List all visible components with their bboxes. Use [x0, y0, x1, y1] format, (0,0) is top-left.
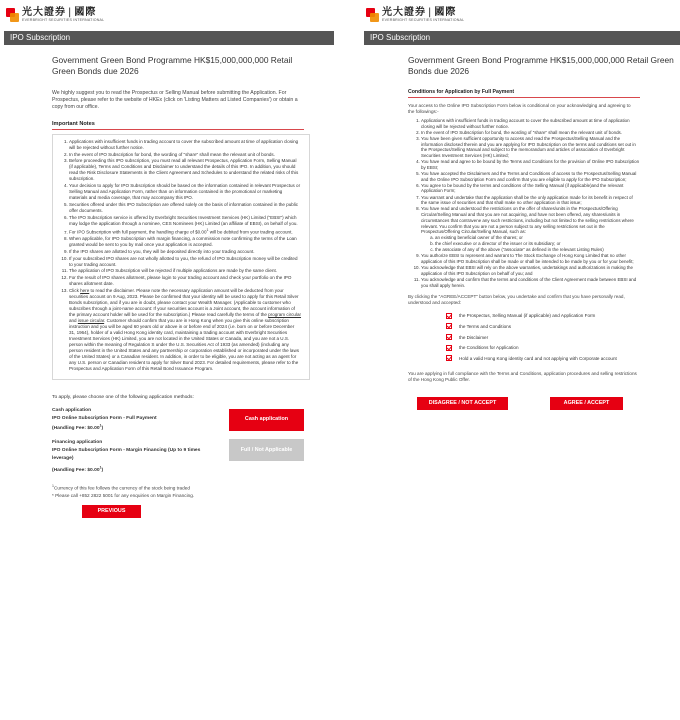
restriction-item: c. the associate of any of the above ("associate" as defined in the relevant Listing Rules)	[435, 247, 640, 253]
notes-list	[56, 139, 301, 372]
footnotes	[52, 483, 314, 499]
note-item: 10. If your subscribed IPO shares are not wholly allotted to you, the refund of IPO Subscription money will be credited to your trading account.	[69, 256, 301, 268]
restriction-item: a. an existing beneficial owner of the shares; or	[435, 235, 640, 241]
brand-name-cn2: 國際	[74, 6, 97, 18]
condition-item	[421, 206, 640, 253]
margin-form: IPO Online Subscription Form - Margin Financing (Up to 9 times leverage)	[52, 447, 201, 461]
ack-label: the Disclaimer	[459, 334, 489, 340]
note-item: 4. Your decision to apply for IPO Subscription should be based on the information contained in relevant Prospectus or Selling Manual and Application Form, rather than on information contained in the promotional or marketing materials and media coverage, that may accompany this IPO.	[69, 183, 301, 201]
decision-buttons	[408, 397, 680, 410]
checkbox-checked-icon[interactable]	[446, 355, 452, 361]
left-panel	[4, 0, 334, 720]
cash-application-row	[52, 407, 304, 432]
conditions-list	[408, 118, 640, 288]
issue-circular-link[interactable]: issue circular	[77, 317, 105, 323]
disclaimer-link[interactable]: here	[80, 287, 90, 293]
cash-type: Cash application	[52, 407, 92, 413]
cash-fee-end: )	[101, 425, 104, 431]
note-item	[69, 227, 301, 236]
ack-label: the Terms and Conditions	[459, 323, 512, 329]
note-13-c: and	[69, 317, 78, 323]
note-13-a: Click	[69, 287, 81, 293]
brand-sep: |	[68, 6, 73, 18]
note-item: 5. Securities offered under this IPO Subscription are offered solely on the basis of information contained in the public offer documents.	[69, 202, 301, 214]
note-13-b: to read the disclaimer. Please note the necessary application amount will be deducted from your securities account on 9 Aug, 2023. Please be confirmed that your identity will be used to apply for this Retail Silver Bonds subscription, and if you are in doubt, please contact your Wealth Manager. (Applicable to customer who subscribes through a joint-name account: If your securities account is a Joint account, the account information of the primary account holder will be used for the subscription.) Please read carefully the terms of the	[69, 287, 299, 317]
page-title: Government Green Bond Programme HK$15,000,000,000 Retail Green Bonds due 2026	[408, 55, 674, 76]
footnote-1: Currency of this fee follows the currency of the stock being traded	[53, 485, 190, 491]
note-7-text: For IPO Subscription with full payment, the handling charge of $0.00	[69, 229, 207, 235]
condition-item: 9. You authorize EBSI to represent and warrant to The Stock Exchange of Hong Kong Limited that no other application of this IPO Subscription shall be made or shall be intended to be made by you or for your benefit;	[421, 253, 640, 265]
margin-application-row	[52, 439, 304, 474]
brand-logo	[4, 0, 334, 30]
right-panel	[364, 0, 680, 720]
everbright-logo-icon	[366, 8, 379, 23]
ack-prospectus[interactable]	[408, 310, 680, 321]
conditions-heading: Conditions for Application by Full Payment	[408, 89, 640, 98]
ack-conditions[interactable]	[408, 342, 680, 353]
cash-application-button[interactable]: Cash application	[229, 409, 304, 431]
brand-logo	[364, 0, 680, 30]
condition-item: 10. You acknowledge that EBSI will rely on the above warranties, undertakings and authorizations in making the application of this IPO Subscription on behalf of you; and	[421, 265, 640, 277]
intro-text: We highly suggest you to read the Prospectus or Selling Manual before submitting the Application. For Prospectus, please refer to the website of HKEx (click on 'Listing Matters ad Listed Companies') or obtain a copy from our office.	[52, 90, 298, 110]
condition-8-text: You have read and understood the restrictions on the offer of shares/units in the Prospectus/Offering Circular/Selling Manual and that you are not acquiring, and have not been offered, any shares/units in circumstances that contravene any such restrictions, including but not limited to the selling restrictions where relevant. You confirm that you are not a person subject to any selling restrictions set out in the Prospectus/Offering Circular/Selling Manual, such as:	[421, 206, 634, 235]
margin-type: Financing application	[52, 440, 103, 446]
everbright-logo-icon	[6, 8, 19, 23]
brand-name-en: EVERBRIGHT SECURITIES	[22, 17, 73, 22]
restriction-sublist	[421, 235, 640, 253]
ack-label: the Conditions for Application	[459, 345, 519, 351]
footnote-ref: 1	[206, 228, 209, 233]
notes-heading: Important Notes	[52, 121, 304, 130]
note-item: 6. The IPO Subscription service is offered by Everbright Securities Investment Services (HK) Limited ("EBSI") which may lodge the application through a nominee, CES Nominees (HK) Limited (an affiliate of EBSI), on behalf of you.	[69, 215, 301, 227]
note-item: 8. When applicable, for IPO Subscription with margin financing, a commission note confirming the terms of the Loan granted would be sent to you by mail once your application is accepted.	[69, 236, 301, 248]
checkbox-checked-icon[interactable]	[446, 345, 452, 351]
condition-item: 6. You agree to be bound by the terms and conditions of the Selling Manual (if applicable)and the relevant Application Form;	[421, 183, 640, 195]
titlebar: IPO Subscription	[4, 31, 334, 45]
ack-terms[interactable]	[408, 321, 680, 332]
program-circular-link[interactable]: program circular	[268, 311, 302, 317]
ack-label: Hold a valid Hong Kong identity card and not applying with Corporate account	[459, 355, 617, 361]
methods-heading: To apply, please choose one of the following application methods:	[52, 394, 194, 400]
footnote-1-sup: 1	[52, 484, 54, 489]
ack-disclaimer[interactable]	[408, 332, 680, 343]
agree-instructions: By clicking the "AGREE/ACCEPT" button below, you undertake and confirm that you have personally read, understood and accepted:	[408, 294, 625, 306]
restriction-item: b. the chief executive or a director of the issuer or its subsidiary; or	[435, 241, 640, 247]
acknowledgement-checklist	[408, 310, 680, 363]
note-item: 3. Before proceeding this IPO subscription, you must read all relevant Prospectus, Application Form, Selling Manual (if applicable), Terms and Conditions and Disclaimer to understand the details of this IPO. In addition, you should read the Risk Disclosure Statements in the Client Agreement and Schedules to understand the related risks of this subscription.	[69, 158, 301, 182]
main-content	[4, 45, 314, 518]
condition-item: 2. In the event of IPO Subscription for bond, the wording of "share" shall mean the relevant unit of bonds.	[421, 130, 640, 136]
condition-item: 1. Applications with insufficient funds in trading account to cover the subscribed amount at time of application closing will be rejected without further notice.	[421, 118, 640, 130]
condition-item: 4. You have read and agree to be bound by the Terms and Conditions for the provision of Online IPO Subscription by EBSI;	[421, 159, 640, 171]
page-title: Government Green Bond Programme HK$15,000,000,000 Retail Green Bonds due 2026	[52, 55, 293, 76]
condition-item: 7. You warrant and undertake that the application shall be the only application made for its benefit in respect of the same issue of securities and that shall make no other application in that issue;	[421, 195, 640, 207]
brand-sep: |	[428, 6, 433, 18]
brand-name-cn: 光大證券	[22, 6, 66, 18]
note-item: 1. Applications with insufficient funds in trading account to cover the subscribed amount at time of application closing will be rejected without further notice.	[69, 139, 301, 151]
checkbox-checked-icon[interactable]	[446, 313, 452, 319]
cash-fee: (Handling Fee: $0.00	[52, 425, 100, 431]
note-item	[69, 288, 301, 373]
note-item: 12. For the result of IPO shares allotment, please login to your trading account and check your portfolio on the IPO shares allotment date.	[69, 275, 301, 287]
brand-name-en: EVERBRIGHT SECURITIES	[382, 17, 433, 22]
titlebar: IPO Subscription	[364, 31, 680, 45]
cash-fee-sup: 1	[99, 423, 102, 428]
note-item: 2. In the event of IPO Subscription for bond, the wording of "share" shall mean the relevant unit of bonds.	[69, 152, 301, 158]
brand-name-en2: INTERNATIONAL	[433, 17, 465, 22]
brand-name-cn2: 國際	[434, 6, 457, 18]
ack-label: the Prospectus, Selling Manual (if applicable) and Application Form	[459, 313, 596, 319]
condition-item: 3. You have been given sufficient opportunity to access and read the Prospectus/Selling Manual and the information disclosed therein and you are applying for IPO Subscription on the terms and conditions set out in the Prospectus/Selling Manual and subject to the memorandum and articles of association of Everbright Securities Investment Services (HK) Limited;	[421, 136, 640, 159]
footnote-2: * Please call +852 2822 5001 for any enquiries on Margin Financing.	[52, 492, 195, 498]
brand-name-cn: 光大證券	[382, 6, 426, 18]
margin-fee: (Handling Fee: $0.00	[52, 467, 100, 473]
agree-button[interactable]: AGREE / ACCEPT	[550, 397, 623, 410]
previous-button[interactable]: PREVIOUS	[82, 505, 141, 518]
compliance-text: You are applying in full compliance with the Terms and Conditions, application procedures and selling restrictions of the Hong Kong Public Offer.	[408, 370, 637, 382]
margin-fee-end: )	[101, 467, 104, 473]
margin-fee-sup: 1	[99, 465, 102, 470]
condition-item: 5. You have accepted the Disclaimers and the Terms and Conditions of access to the Prospectus/Selling Manual and the Online IPO Subscription Form and confirm that you are eligible to apply for the IPO Subscription;	[421, 171, 640, 183]
note-item: 11. The application of IPO Subscription will be rejected if multiple applications are made by the same client.	[69, 268, 301, 274]
checkbox-checked-icon[interactable]	[446, 323, 452, 329]
notes-box	[52, 134, 310, 380]
note-item: 9. If the IPO shares are allotted to you, they will be deposited directly into your trading account.	[69, 249, 301, 255]
note-7-tail: will be debited from your trading account.	[208, 229, 293, 235]
brand-name-en2: INTERNATIONAL	[73, 17, 105, 22]
conditions-intro: Your access to the Online IPO Subscription Form below is conditional on your acknowledging and agreeing to the followings:-	[408, 103, 631, 114]
disagree-button[interactable]: DISAGREE / NOT ACCEPT	[417, 397, 508, 410]
checkbox-checked-icon[interactable]	[446, 334, 452, 340]
ack-hkid[interactable]	[408, 353, 680, 364]
note-13-d: . Customer should confirm that you are in Hong Kong when you give this online subscription instruction and you will be aged 60 years old or above in or before end of 2024 (i.e. born on or before December 31, 1964), holder of a valid Hong Kong identity card, maintaining a trading account with Everbright Securities Investment Services (HK) Limited, you are not located in the United States or Canada, and you are not a U.S. person within the meaning of Regulation S under the U.S. Securities Act of 1933 (as amended) (including any person resident in the United States and any partnership or corporation established or incorporated under the laws of the United States) or a Canadian resident. In addition, in order to be eligible, you are not acting as an agent for any U.S. person or Canadian resident to apply for Silver Bond 2023. For detailed requirements, please refer to the Prospectus and Application Form of this Retail Bond Issuance Program.	[69, 317, 300, 372]
cash-form: IPO Online Subscription Form - Full Payment	[52, 415, 157, 421]
main-content	[364, 45, 680, 410]
margin-application-button: Full / Not Applicable	[229, 439, 304, 461]
condition-item: 11. You acknowledge and confirm that the terms and conditions of the Client Agreement made between EBSI and you shall apply herein.	[421, 277, 640, 289]
